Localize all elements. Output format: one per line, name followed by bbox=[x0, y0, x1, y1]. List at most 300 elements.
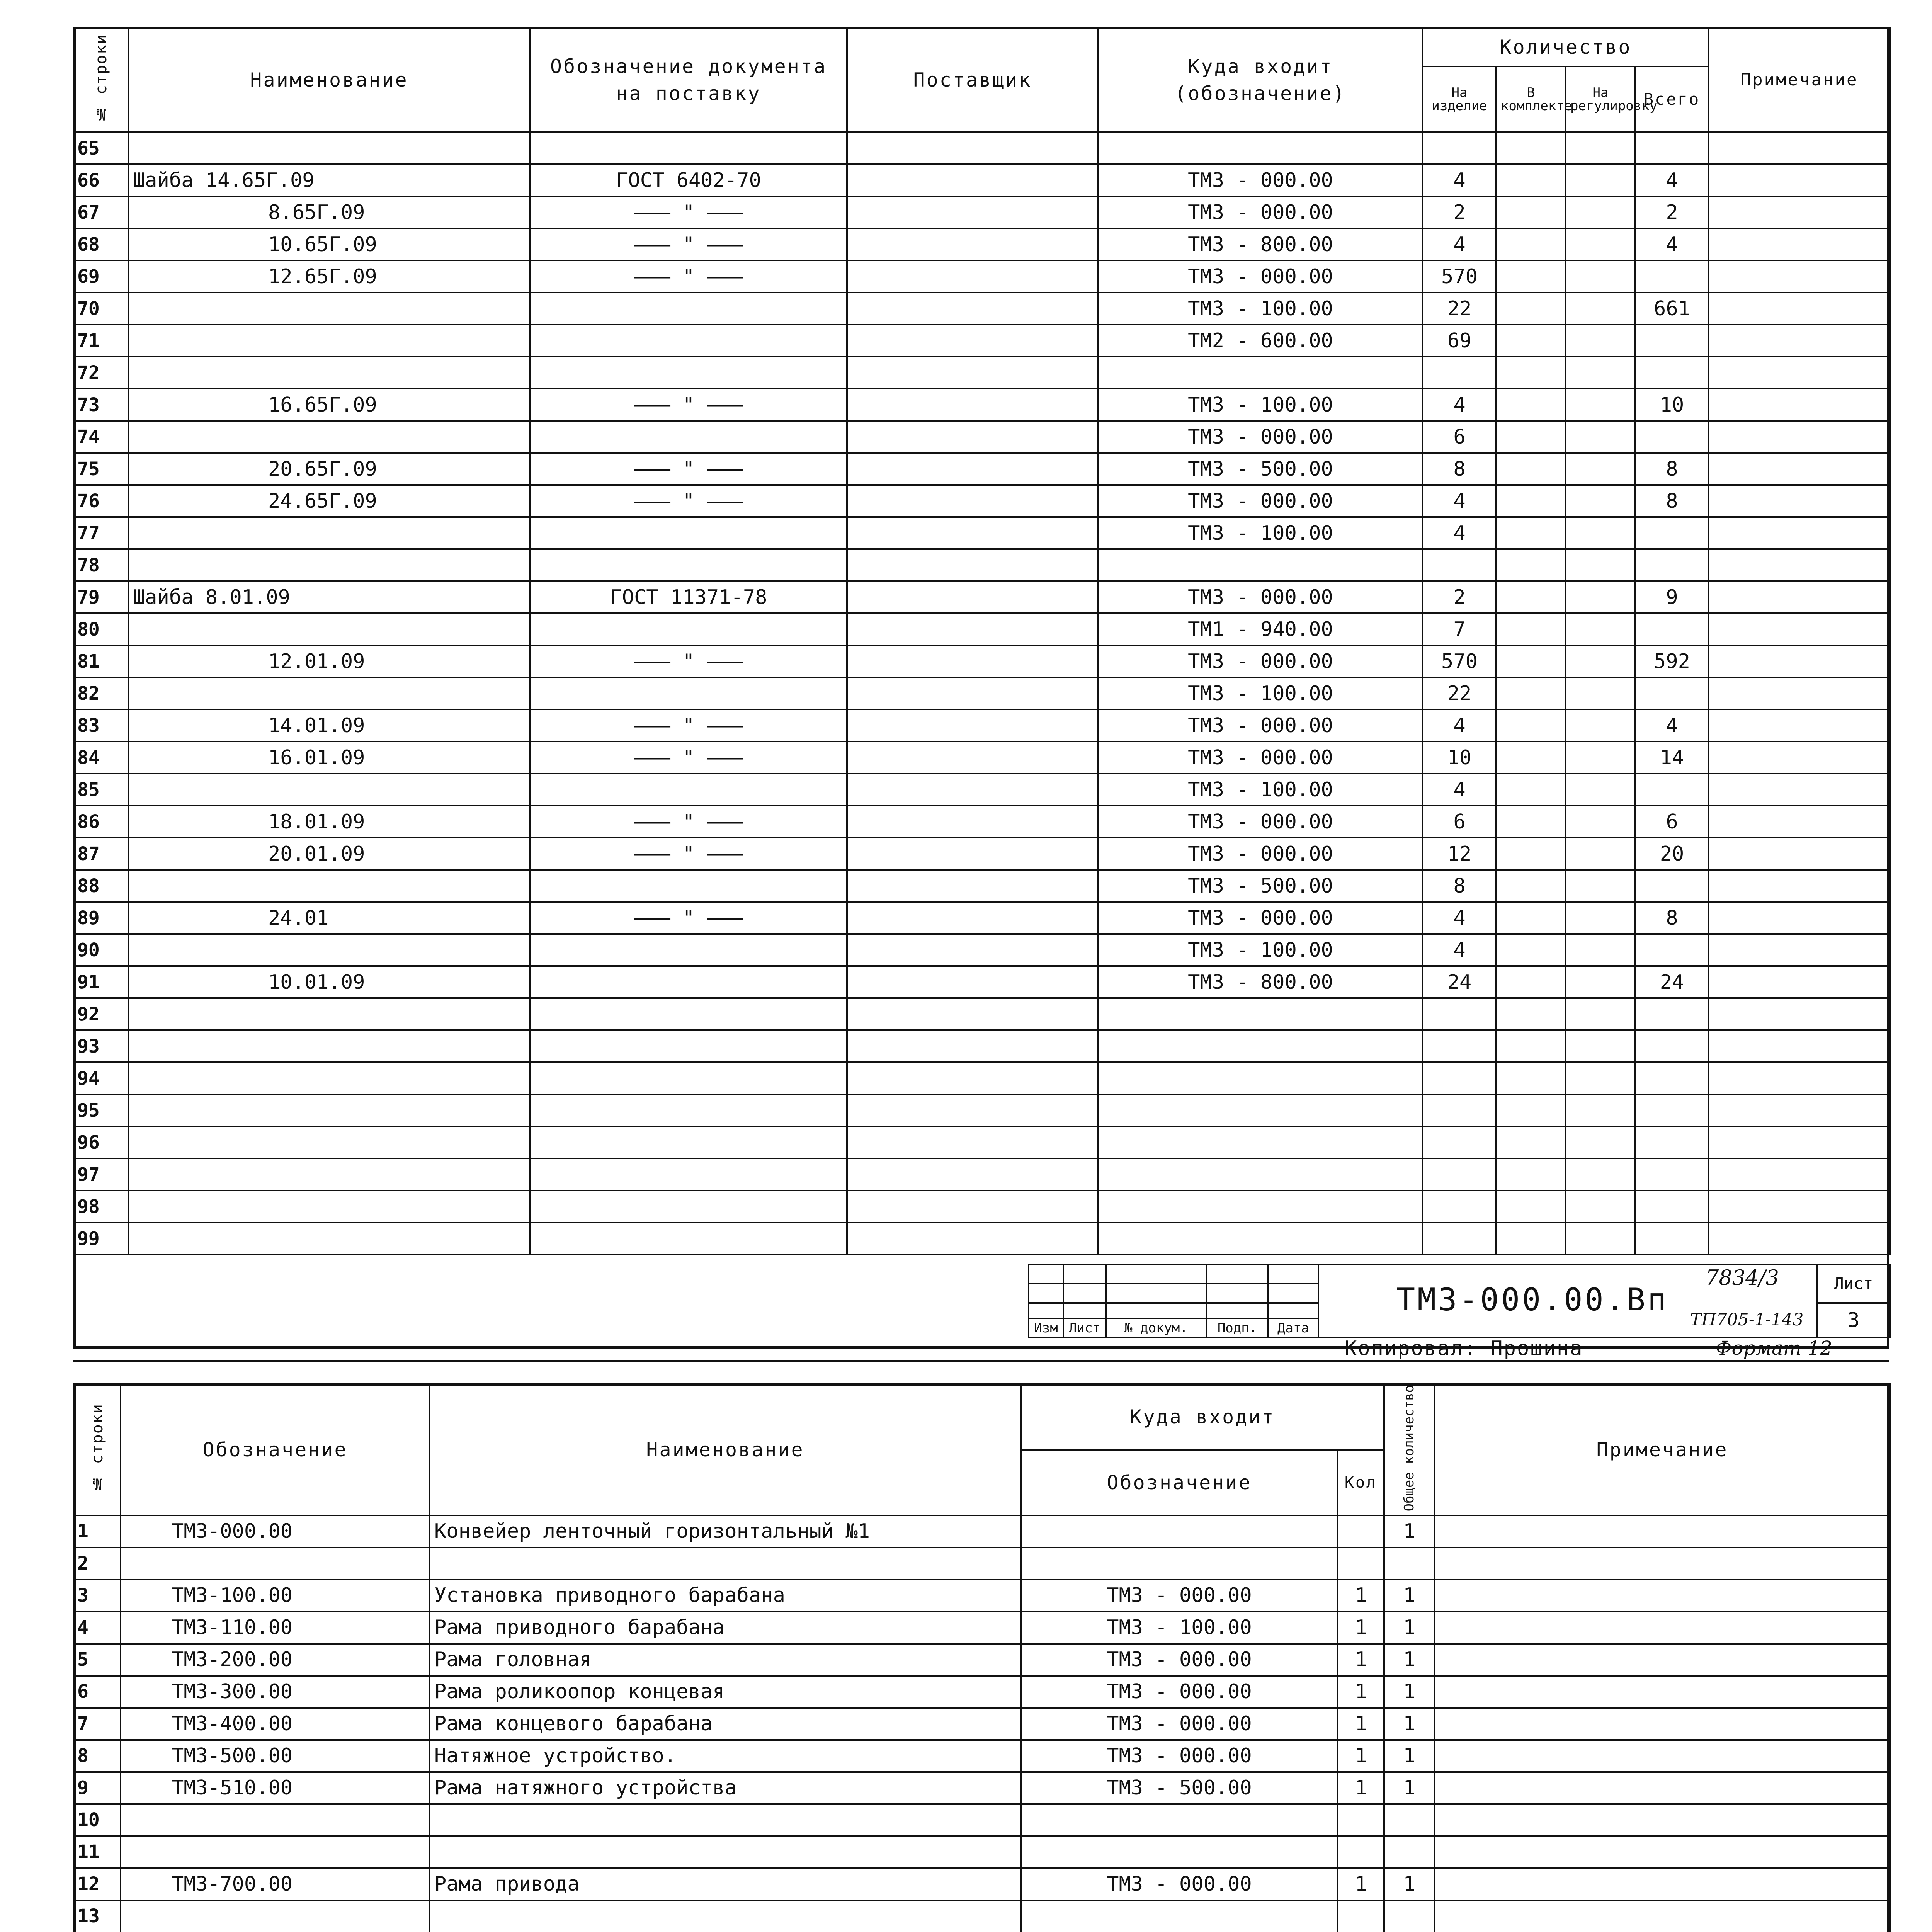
note bbox=[1709, 902, 1890, 934]
qty-reg bbox=[1566, 838, 1635, 870]
table-row bbox=[74, 613, 1890, 645]
note bbox=[1709, 677, 1890, 709]
qty-reg bbox=[1566, 1158, 1635, 1190]
supplier bbox=[847, 1062, 1098, 1094]
stamp1-col-sign: Подп. bbox=[1206, 1318, 1268, 1338]
qty-total: 1 bbox=[1384, 1580, 1434, 1612]
note bbox=[1709, 1062, 1890, 1094]
row-number: 97 bbox=[74, 1158, 128, 1190]
note bbox=[1434, 1548, 1890, 1580]
table-row bbox=[74, 1158, 1890, 1190]
qty-total bbox=[1635, 132, 1709, 164]
item-name: Рама привода bbox=[430, 1868, 1021, 1900]
item-name: 24.65Г.09 bbox=[128, 485, 530, 517]
note bbox=[1434, 1515, 1890, 1548]
row-number: 3 bbox=[74, 1580, 121, 1612]
row-number: 2 bbox=[74, 1548, 121, 1580]
row-number: 96 bbox=[74, 1126, 128, 1158]
item-name: 14.01.09 bbox=[128, 709, 530, 742]
sheet2-table bbox=[73, 1383, 1891, 1932]
supplier bbox=[847, 1190, 1098, 1223]
item-name: Конвейер ленточный горизонтальный №1 bbox=[430, 1515, 1021, 1548]
note bbox=[1709, 325, 1890, 357]
note bbox=[1709, 421, 1890, 453]
qty-per-item: 4 bbox=[1423, 902, 1496, 934]
note bbox=[1709, 485, 1890, 517]
designation bbox=[121, 1548, 430, 1580]
row-number: 99 bbox=[74, 1223, 128, 1255]
where-used: ТМ3 - 000.00 bbox=[1098, 485, 1423, 517]
where-used: ТМ3 - 100.00 bbox=[1098, 293, 1423, 325]
qty-per-item: 7 bbox=[1423, 613, 1496, 645]
row-number: 67 bbox=[74, 196, 128, 228]
qty-kit bbox=[1496, 389, 1566, 421]
table-row bbox=[74, 1030, 1890, 1062]
table-row bbox=[74, 806, 1890, 838]
qty-total bbox=[1635, 1190, 1709, 1223]
qty-total: 8 bbox=[1635, 902, 1709, 934]
note bbox=[1434, 1868, 1890, 1900]
note bbox=[1709, 293, 1890, 325]
qty-kit bbox=[1496, 196, 1566, 228]
where-used bbox=[1098, 132, 1423, 164]
note bbox=[1709, 1158, 1890, 1190]
qty-per-item: 4 bbox=[1423, 389, 1496, 421]
table-row bbox=[74, 581, 1890, 613]
item-name: Рама головная bbox=[430, 1644, 1021, 1676]
qty-total bbox=[1635, 325, 1709, 357]
row-number: 6 bbox=[74, 1676, 121, 1708]
where-used: ТМ3 - 000.00 bbox=[1098, 709, 1423, 742]
supplier bbox=[847, 998, 1098, 1030]
qty-total bbox=[1635, 934, 1709, 966]
table-row bbox=[74, 934, 1890, 966]
table-row bbox=[74, 1126, 1890, 1158]
supplier bbox=[847, 164, 1098, 196]
note bbox=[1709, 132, 1890, 164]
note bbox=[1709, 357, 1890, 389]
doc-reference bbox=[530, 1223, 847, 1255]
sheet1-table bbox=[73, 27, 1891, 1255]
qty-per-item: 69 bbox=[1423, 325, 1496, 357]
sheet-divider bbox=[73, 1360, 1889, 1362]
item-name bbox=[128, 774, 530, 806]
table-row bbox=[74, 774, 1890, 806]
doc-reference bbox=[530, 1030, 847, 1062]
qty-reg bbox=[1566, 966, 1635, 998]
qty-kit bbox=[1496, 357, 1566, 389]
note bbox=[1709, 709, 1890, 742]
row-number: 82 bbox=[74, 677, 128, 709]
qty-per-item bbox=[1423, 1126, 1496, 1158]
where-used: ТМ3 - 100.00 bbox=[1098, 774, 1423, 806]
note bbox=[1434, 1740, 1890, 1772]
designation: ТМ3-700.00 bbox=[121, 1868, 430, 1900]
qty-reg bbox=[1566, 1030, 1635, 1062]
supplier bbox=[847, 774, 1098, 806]
table-row bbox=[74, 1190, 1890, 1223]
col-qty-kit: В комплекте bbox=[1496, 66, 1566, 132]
qty-kit bbox=[1496, 325, 1566, 357]
table-row bbox=[74, 1772, 1890, 1804]
row-number: 72 bbox=[74, 357, 128, 389]
row-number: 89 bbox=[74, 902, 128, 934]
doc-reference bbox=[530, 1062, 847, 1094]
qty-per-item: 6 bbox=[1423, 806, 1496, 838]
where-used: ТМ1 - 940.00 bbox=[1098, 613, 1423, 645]
where-used bbox=[1021, 1836, 1338, 1868]
qty-per-item bbox=[1423, 1158, 1496, 1190]
qty-total: 6 bbox=[1635, 806, 1709, 838]
stamp1-col-izm: Изм bbox=[1029, 1318, 1063, 1338]
supplier bbox=[847, 581, 1098, 613]
supplier bbox=[847, 966, 1098, 998]
item-name: Установка приводного барабана bbox=[430, 1580, 1021, 1612]
supplier bbox=[847, 293, 1098, 325]
doc-reference bbox=[530, 1094, 847, 1126]
item-name bbox=[128, 325, 530, 357]
qty-total: 1 bbox=[1384, 1708, 1434, 1740]
item-name bbox=[128, 293, 530, 325]
table-row bbox=[74, 196, 1890, 228]
where-used: ТМ3 - 500.00 bbox=[1098, 453, 1423, 485]
qty-kit bbox=[1496, 164, 1566, 196]
qty-total bbox=[1635, 1158, 1709, 1190]
qty-per-item: 4 bbox=[1423, 517, 1496, 549]
table-row bbox=[74, 549, 1890, 581]
item-name: Рама приводного барабана bbox=[430, 1612, 1021, 1644]
where-used bbox=[1098, 998, 1423, 1030]
row-number: 95 bbox=[74, 1094, 128, 1126]
item-name bbox=[128, 1158, 530, 1190]
supplier bbox=[847, 870, 1098, 902]
item-name bbox=[128, 549, 530, 581]
qty-reg bbox=[1566, 774, 1635, 806]
item-name bbox=[128, 1062, 530, 1094]
row-number: 68 bbox=[74, 228, 128, 260]
designation bbox=[121, 1836, 430, 1868]
row-number: 9 bbox=[74, 1772, 121, 1804]
table-row bbox=[74, 325, 1890, 357]
where-used: ТМ3 - 500.00 bbox=[1021, 1772, 1338, 1804]
row-number: 10 bbox=[74, 1804, 121, 1836]
note bbox=[1709, 549, 1890, 581]
supplier bbox=[847, 389, 1098, 421]
qty-kit bbox=[1496, 966, 1566, 998]
qty-reg bbox=[1566, 870, 1635, 902]
qty-total: 1 bbox=[1384, 1676, 1434, 1708]
col2-note: Примечание bbox=[1434, 1384, 1890, 1515]
supplier bbox=[847, 709, 1098, 742]
item-name bbox=[430, 1900, 1021, 1932]
table-row bbox=[74, 1580, 1890, 1612]
where-used: ТМ3 - 800.00 bbox=[1098, 228, 1423, 260]
qty-kit bbox=[1496, 421, 1566, 453]
doc-reference: ——— " ——— bbox=[530, 453, 847, 485]
note bbox=[1434, 1804, 1890, 1836]
item-name bbox=[128, 1094, 530, 1126]
note bbox=[1709, 260, 1890, 293]
qty-kit bbox=[1496, 453, 1566, 485]
note bbox=[1709, 1094, 1890, 1126]
qty-total: 4 bbox=[1635, 709, 1709, 742]
where-used: ТМ3 - 000.00 bbox=[1021, 1644, 1338, 1676]
supplier bbox=[847, 1158, 1098, 1190]
row-number: 77 bbox=[74, 517, 128, 549]
col-note: Примечание bbox=[1709, 28, 1890, 132]
qty-kit bbox=[1496, 1094, 1566, 1126]
qty-kit bbox=[1496, 934, 1566, 966]
supplier bbox=[847, 196, 1098, 228]
note bbox=[1709, 806, 1890, 838]
qty-reg bbox=[1566, 998, 1635, 1030]
row-number: 1 bbox=[74, 1515, 121, 1548]
qty-total bbox=[1635, 549, 1709, 581]
qty-total bbox=[1635, 774, 1709, 806]
doc-reference: ——— " ——— bbox=[530, 742, 847, 774]
table-row bbox=[74, 453, 1890, 485]
table-row bbox=[74, 1223, 1890, 1255]
qty-total bbox=[1635, 998, 1709, 1030]
item-name: 12.01.09 bbox=[128, 645, 530, 677]
doc-reference bbox=[530, 1190, 847, 1223]
supplier bbox=[847, 132, 1098, 164]
qty-kit bbox=[1496, 517, 1566, 549]
table-row bbox=[74, 1708, 1890, 1740]
where-used bbox=[1098, 1158, 1423, 1190]
qty-kit bbox=[1496, 549, 1566, 581]
where-used bbox=[1098, 1223, 1423, 1255]
qty-total bbox=[1384, 1900, 1434, 1932]
row-number: 8 bbox=[74, 1740, 121, 1772]
where-used: ТМ3 - 000.00 bbox=[1021, 1580, 1338, 1612]
qty-kit bbox=[1496, 260, 1566, 293]
qty: 1 bbox=[1338, 1740, 1384, 1772]
item-name bbox=[430, 1548, 1021, 1580]
where-used: ТМ3 - 000.00 bbox=[1098, 806, 1423, 838]
table-row bbox=[74, 421, 1890, 453]
table-row bbox=[74, 838, 1890, 870]
designation bbox=[121, 1900, 430, 1932]
note bbox=[1709, 164, 1890, 196]
note bbox=[1434, 1708, 1890, 1740]
qty: 1 bbox=[1338, 1612, 1384, 1644]
qty-reg bbox=[1566, 485, 1635, 517]
supplier bbox=[847, 549, 1098, 581]
supplier bbox=[847, 1126, 1098, 1158]
col-supplier: Поставщик bbox=[847, 28, 1098, 132]
where-used: ТМ3 - 000.00 bbox=[1098, 838, 1423, 870]
doc-reference bbox=[530, 870, 847, 902]
item-name: Рама концевого барабана bbox=[430, 1708, 1021, 1740]
supplier bbox=[847, 742, 1098, 774]
row-number: 91 bbox=[74, 966, 128, 998]
qty-kit bbox=[1496, 1158, 1566, 1190]
where-used: ТМ3 - 000.00 bbox=[1098, 645, 1423, 677]
qty-reg bbox=[1566, 709, 1635, 742]
col-where: Куда входит (обозначение) bbox=[1098, 28, 1423, 132]
qty-reg bbox=[1566, 517, 1635, 549]
row-number: 71 bbox=[74, 325, 128, 357]
table-row bbox=[74, 389, 1890, 421]
qty-per-item: 2 bbox=[1423, 581, 1496, 613]
note bbox=[1709, 389, 1890, 421]
stamp1-col-list: Лист bbox=[1063, 1318, 1106, 1338]
supplier bbox=[847, 517, 1098, 549]
col2-where: Куда входит bbox=[1021, 1384, 1384, 1450]
item-name: Рама роликоопор концевая bbox=[430, 1676, 1021, 1708]
qty-total: 1 bbox=[1384, 1868, 1434, 1900]
qty-per-item: 4 bbox=[1423, 485, 1496, 517]
qty-per-item: 24 bbox=[1423, 966, 1496, 998]
supplier bbox=[847, 325, 1098, 357]
qty-total: 4 bbox=[1635, 164, 1709, 196]
row-number: 73 bbox=[74, 389, 128, 421]
row-number: 65 bbox=[74, 132, 128, 164]
qty-kit bbox=[1496, 806, 1566, 838]
doc-reference bbox=[530, 549, 847, 581]
note bbox=[1709, 228, 1890, 260]
row-number: 12 bbox=[74, 1868, 121, 1900]
col-qty-reg: На регулировку bbox=[1566, 66, 1635, 132]
col2-name: Наименование bbox=[430, 1384, 1021, 1515]
designation: ТМ3-300.00 bbox=[121, 1676, 430, 1708]
qty-kit bbox=[1496, 902, 1566, 934]
qty-total bbox=[1635, 1030, 1709, 1062]
where-used: ТМ3 - 100.00 bbox=[1098, 517, 1423, 549]
table-row bbox=[74, 902, 1890, 934]
qty-reg bbox=[1566, 293, 1635, 325]
row-number: 11 bbox=[74, 1836, 121, 1868]
qty-total bbox=[1635, 870, 1709, 902]
qty-total: 1 bbox=[1384, 1612, 1434, 1644]
note bbox=[1434, 1612, 1890, 1644]
supplier bbox=[847, 934, 1098, 966]
row-number: 75 bbox=[74, 453, 128, 485]
row-number: 85 bbox=[74, 774, 128, 806]
qty-kit bbox=[1496, 1126, 1566, 1158]
where-used bbox=[1098, 357, 1423, 389]
where-used: ТМ3 - 000.00 bbox=[1021, 1708, 1338, 1740]
qty-reg bbox=[1566, 549, 1635, 581]
qty-total: 14 bbox=[1635, 742, 1709, 774]
item-name bbox=[128, 934, 530, 966]
note bbox=[1709, 774, 1890, 806]
table-row bbox=[74, 677, 1890, 709]
where-used: ТМ3 - 000.00 bbox=[1021, 1868, 1338, 1900]
qty-reg bbox=[1566, 260, 1635, 293]
item-name: 12.65Г.09 bbox=[128, 260, 530, 293]
supplier bbox=[847, 613, 1098, 645]
row-number: 90 bbox=[74, 934, 128, 966]
item-name: Шайба 14.65Г.09 bbox=[128, 164, 530, 196]
supplier bbox=[847, 357, 1098, 389]
col-total: Всего bbox=[1635, 66, 1709, 132]
col-doc: Обозначение документа на поставку bbox=[530, 28, 847, 132]
designation: ТМ3-100.00 bbox=[121, 1580, 430, 1612]
supplier bbox=[847, 453, 1098, 485]
qty-total: 661 bbox=[1635, 293, 1709, 325]
where-used: ТМ3 - 500.00 bbox=[1098, 870, 1423, 902]
where-used: ТМ3 - 000.00 bbox=[1098, 196, 1423, 228]
qty bbox=[1338, 1548, 1384, 1580]
qty-reg bbox=[1566, 1223, 1635, 1255]
qty: 1 bbox=[1338, 1708, 1384, 1740]
sheet1-ref-top: 7834/3 bbox=[1706, 1265, 1779, 1290]
doc-reference bbox=[530, 293, 847, 325]
qty-total: 24 bbox=[1635, 966, 1709, 998]
sheet1-stamp bbox=[1028, 1264, 1891, 1338]
where-used: ТМ3 - 100.00 bbox=[1098, 389, 1423, 421]
row-number: 5 bbox=[74, 1644, 121, 1676]
designation: ТМ3-510.00 bbox=[121, 1772, 430, 1804]
qty-reg bbox=[1566, 934, 1635, 966]
qty-per-item: 4 bbox=[1423, 228, 1496, 260]
item-name: 20.65Г.09 bbox=[128, 453, 530, 485]
qty-kit bbox=[1496, 645, 1566, 677]
qty-kit bbox=[1496, 870, 1566, 902]
item-name bbox=[128, 677, 530, 709]
col2-where-des: Обозначение bbox=[1021, 1450, 1338, 1515]
qty-reg bbox=[1566, 902, 1635, 934]
note bbox=[1709, 966, 1890, 998]
qty-total bbox=[1635, 677, 1709, 709]
table-row bbox=[74, 260, 1890, 293]
qty: 1 bbox=[1338, 1772, 1384, 1804]
qty bbox=[1338, 1900, 1384, 1932]
qty-total bbox=[1635, 421, 1709, 453]
note bbox=[1709, 196, 1890, 228]
supplier bbox=[847, 677, 1098, 709]
sheet1-sheet-no: 3 bbox=[1817, 1303, 1890, 1338]
qty-total: 9 bbox=[1635, 581, 1709, 613]
qty-kit bbox=[1496, 774, 1566, 806]
item-name: 24.01 bbox=[128, 902, 530, 934]
item-name: 10.01.09 bbox=[128, 966, 530, 998]
supplier bbox=[847, 1030, 1098, 1062]
qty-reg bbox=[1566, 1062, 1635, 1094]
qty-kit bbox=[1496, 581, 1566, 613]
item-name: 20.01.09 bbox=[128, 838, 530, 870]
doc-reference: ——— " ——— bbox=[530, 709, 847, 742]
where-used: ТМ3 - 000.00 bbox=[1098, 581, 1423, 613]
qty-per-item: 10 bbox=[1423, 742, 1496, 774]
row-number: 74 bbox=[74, 421, 128, 453]
table-row bbox=[74, 485, 1890, 517]
doc-reference bbox=[530, 1158, 847, 1190]
col2-total: Общее количество bbox=[1384, 1384, 1434, 1515]
qty: 1 bbox=[1338, 1644, 1384, 1676]
qty-kit bbox=[1496, 998, 1566, 1030]
qty-per-item: 8 bbox=[1423, 453, 1496, 485]
qty: 1 bbox=[1338, 1868, 1384, 1900]
note bbox=[1709, 517, 1890, 549]
row-number: 84 bbox=[74, 742, 128, 774]
qty-reg bbox=[1566, 1126, 1635, 1158]
qty-per-item bbox=[1423, 549, 1496, 581]
qty-per-item: 4 bbox=[1423, 709, 1496, 742]
table-row bbox=[74, 1094, 1890, 1126]
table-row bbox=[74, 1836, 1890, 1868]
row-number: 76 bbox=[74, 485, 128, 517]
table-row bbox=[74, 1515, 1890, 1548]
where-used: ТМ3 - 100.00 bbox=[1098, 677, 1423, 709]
qty-total bbox=[1635, 1126, 1709, 1158]
qty: 1 bbox=[1338, 1676, 1384, 1708]
where-used: ТМ3 - 100.00 bbox=[1098, 934, 1423, 966]
table-row bbox=[74, 966, 1890, 998]
qty-kit bbox=[1496, 838, 1566, 870]
